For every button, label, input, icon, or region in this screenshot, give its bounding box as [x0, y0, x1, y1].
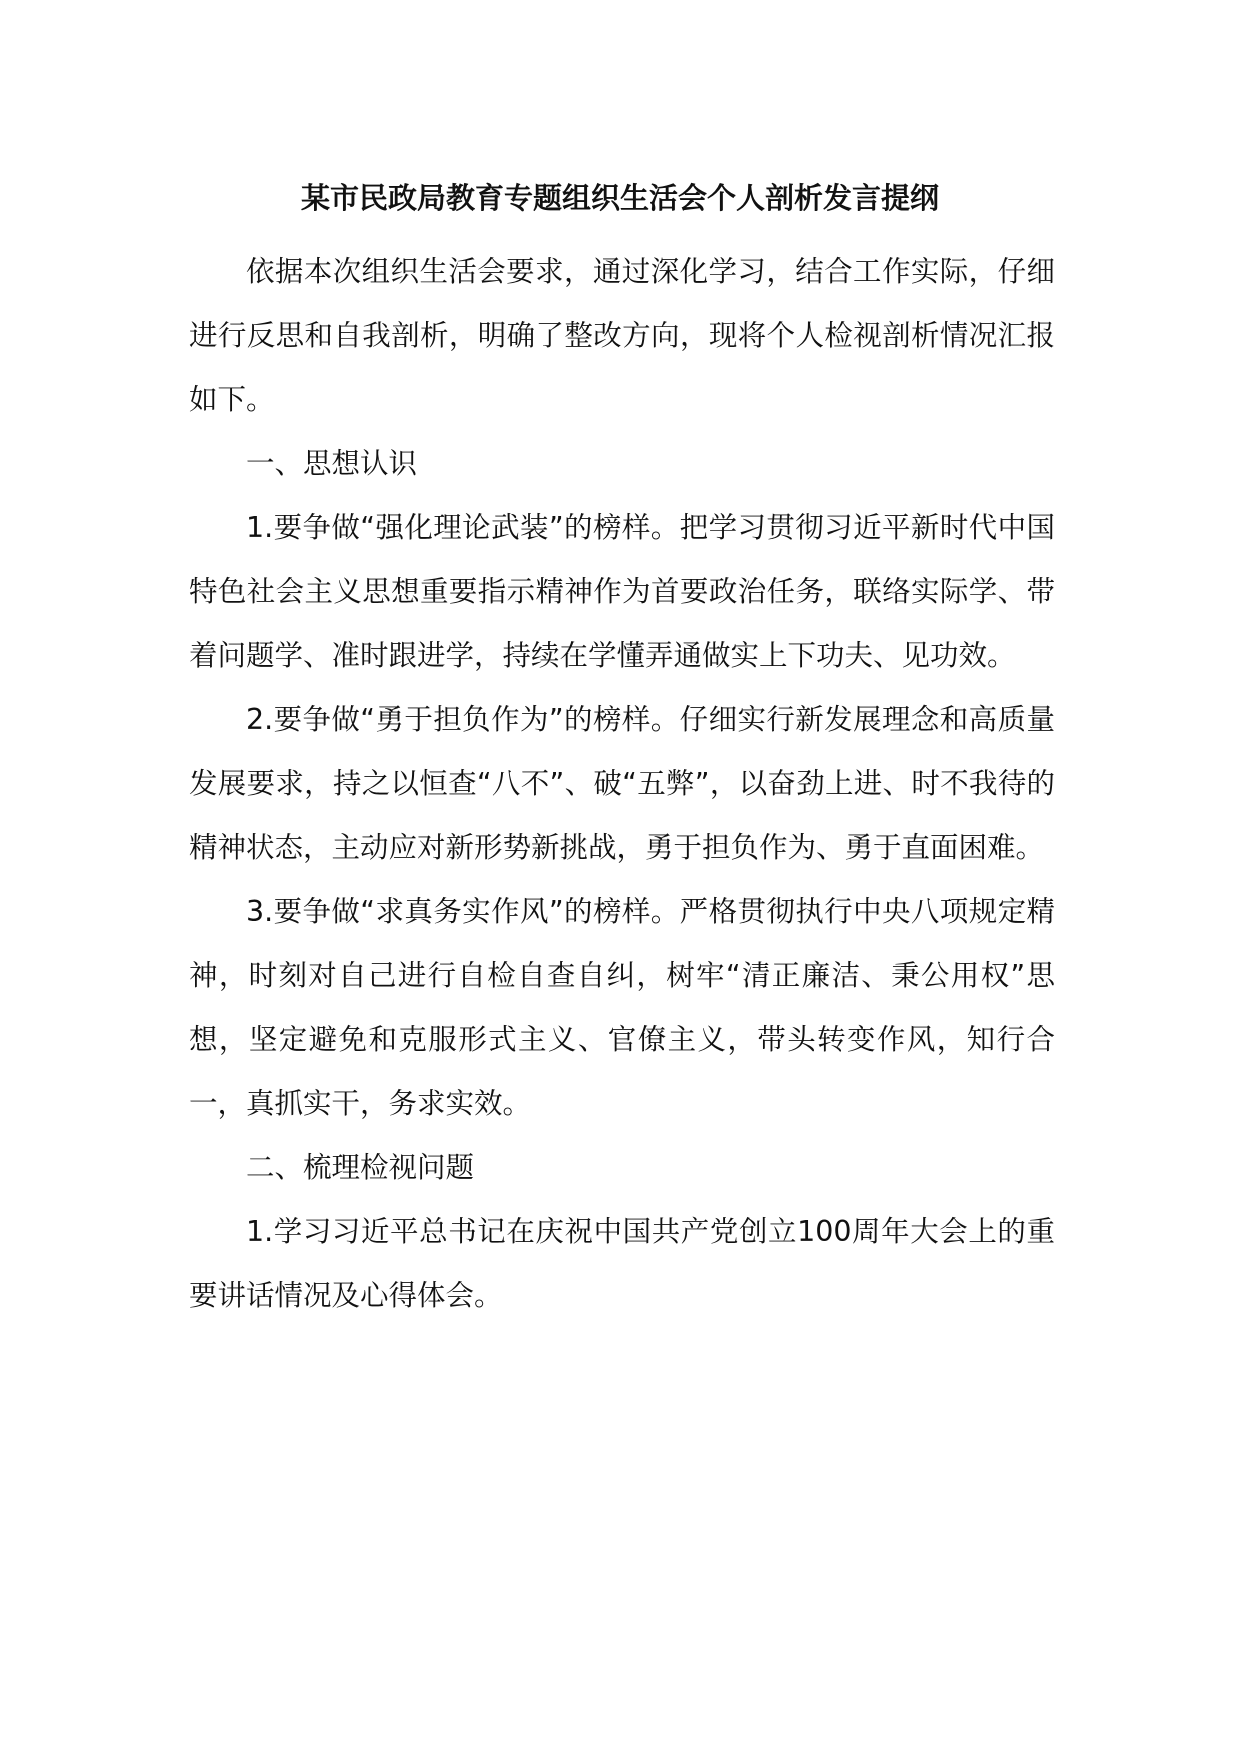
document-title: 某市民政局教育专题组织生活会个人剖析发言提纲	[300, 181, 939, 215]
thinking-item-3: 3.要争做“求真务实作风”的榜样。严格贯彻执行中央八项规定精神，时刻对自己进行自检自查自纠，树牢“清正廉洁、秉公用权”思想，坚定避免和克服形式主义、官僚主义，带头转变作风，知行合一，真抓实干，务求实效。	[189, 895, 1055, 1120]
section-heading-problems: 二、梳理检视问题	[246, 1151, 475, 1184]
problems-item-1: 1.学习习近平总书记在庆祝中国共产党创立100周年大会上的重要讲话情况及心得体会。	[189, 1215, 1055, 1312]
document-body	[189, 240, 1055, 1328]
thinking-item-2: 2.要争做“勇于担负作为”的榜样。仔细实行新发展理念和高质量发展要求，持之以恒查“八不”、破“五弊”，以奋劲上进、时不我待的精神状态，主动应对新形势新挑战，勇于担负作为、勇于直面困难。	[189, 703, 1055, 864]
section-heading-thinking: 一、思想认识	[246, 447, 418, 480]
thinking-item-1: 1.要争做“强化理论武装”的榜样。把学习贯彻习近平新时代中国特色社会主义思想重要指示精神作为首要政治任务，联络实际学、带着问题学、准时跟进学，持续在学懂弄通做实上下功夫、见功效。	[189, 511, 1055, 672]
intro-paragraph: 依据本次组织生活会要求，通过深化学习，结合工作实际，仔细进行反思和自我剖析，明确了整改方向，现将个人检视剖析情况汇报如下。	[189, 255, 1055, 416]
